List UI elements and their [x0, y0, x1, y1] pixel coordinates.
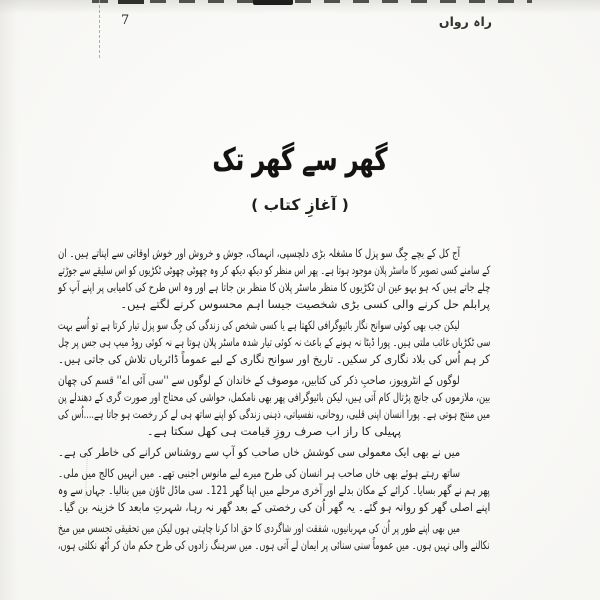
scan-artifact-blob [118, 0, 144, 4]
body-text-line: چلے جاتے ہیں کہ ہو بہو عین ان ٹکڑیوں کا منظر ماسٹر پلان کا منظر بن جاتا ہے اور وہ اس طرح کی کامیابی پر اپنے آپ کو [57, 280, 490, 294]
chapter-title [0, 142, 600, 178]
body-text-line: میں بھی اپنے طور پر اُن کی مہربانیوں، شفقت اور شاگردی کا حق ادا کرنا چاہتی ہوں لیکن میں تحقیقی تجسس میں میخ [57, 521, 460, 535]
body-text-line: میں نے بھی ایک معمولی سی کوشش خاں صاحب کو آپ سے روشناس کرانے کی خاطر کی ہے۔ [57, 445, 460, 459]
body-text-line: پھر ہم نے گھر بسایا۔ کرائے کے مکان بدلے اور آخری مرحلے میں اپنا گھر 121۔ سی ماڈل ٹاؤن میں بنالیا۔ جہاں سے وہ [58, 483, 491, 497]
chapter-title-text: گھر سے گھر تک [212, 142, 388, 178]
page-number: 7 [121, 13, 130, 28]
body-text-line: سی ٹکڑیاں غائب ملتی ہیں۔ پورا ڈیٹا نہ ہونے کے باعث نہ کوئی تیار شدہ ماسٹر پلان ہوتا ہے نہ کوئی روڈ میپ ہی جس پر چل [57, 335, 490, 349]
body-text-line: لیکن جب بھی کوئی سوانح نگار بائیوگرافی لکھتا ہے یا کسی شخص کی زندگی کی جِگ سو پزل تیار کرتا ہے تو اُسے بہت [58, 318, 460, 332]
body-text-line: اپنے اصلی گھر کو روانہ ہو گئے۔ یہ گھر اُن کی رخصتی کے بعد گھر نہ رہا، شہرتِ مابعد کا خزینہ بن گیا۔ [57, 500, 490, 514]
body-text [58, 245, 490, 554]
body-text-line: میں منتج ہوتی ہے۔ پورا انسان اپنی قلبی، روحانی، نفسیاتی، ذہنی زندگی کو اپنے ساتھ ہی لے کر رخصت ہو جاتا ہے....اُس کی [57, 407, 490, 421]
body-text-line: پرابلم حل کرنے والی کسی بڑی شخصیت جیسا اہم محسوس کرنے لگتے ہیں۔ [120, 297, 490, 311]
body-text-line: نکالنے والی نہیں ہوں۔ میں عموماً سنی سنائی پر ایمان لے آتی ہوں۔ میں سرہنگ زادوں کی طرح حکم مان کر اُٹھ نکلتی ہوں، [58, 538, 490, 552]
scan-artifact-fold-line [99, 0, 100, 58]
chapter-subtitle-text: ( آغازِ کتاب ) [251, 196, 349, 214]
body-text-line: آج کل کے بچے جِگ سو پزل کا مشغلہ بڑی دلچسپی، انہماک، جوش و خروش اور خوش اوقاتی سے اپناتے ہیں۔ ان [57, 246, 460, 260]
body-text-line: کر ہم اُس کی بلاد نگاری کر سکیں۔ تاریخ اور سوانح نگاری کے لیے عموماً ڈائریاں تلاش کی جاتی ہیں۔ [57, 352, 490, 366]
scan-artifact-blob [253, 0, 293, 5]
body-text-line: لوگوں کے انٹرویوز، صاحبِ ذکر کی کتابیں، موصوف کے خاندان کے لوگوں سے ''سی آئی اے'' قسم کی چھان [58, 373, 460, 387]
body-text-line: کے سامنے کسی تصویر کا ماسٹر پلان موجود ہوتا ہے۔ پھر اس منظر کو دیکھ دیکھ کر وہ چھوٹی چھوٹی ٹکڑیوں کو اس سلیقے سے جوڑتے [57, 263, 490, 277]
body-text-line: پہیلی کا راز اب صرف روزِ قیامت ہی کھل سکتا ہے۔ [146, 424, 402, 438]
running-header-book-title: راہ رواں [438, 14, 492, 29]
body-text-line: ساتھ رہتے ہوئے بھی خاں صاحب ہر انسان کی طرح میرے لیے مانوس اجنبی تھے۔ میں انہیں کالج میں ملی۔ [57, 466, 460, 480]
chapter-subtitle [0, 196, 600, 214]
body-text-line: بین، ملازموں کی جانچ پڑتال کام آتی ہیں، لیکن بائیوگرافی پھر بھی نامکمل، حواشی کی محتاج اور صورت گری کے دھندلے پن [57, 390, 490, 404]
scan-artifact-top-edge [92, 0, 532, 3]
